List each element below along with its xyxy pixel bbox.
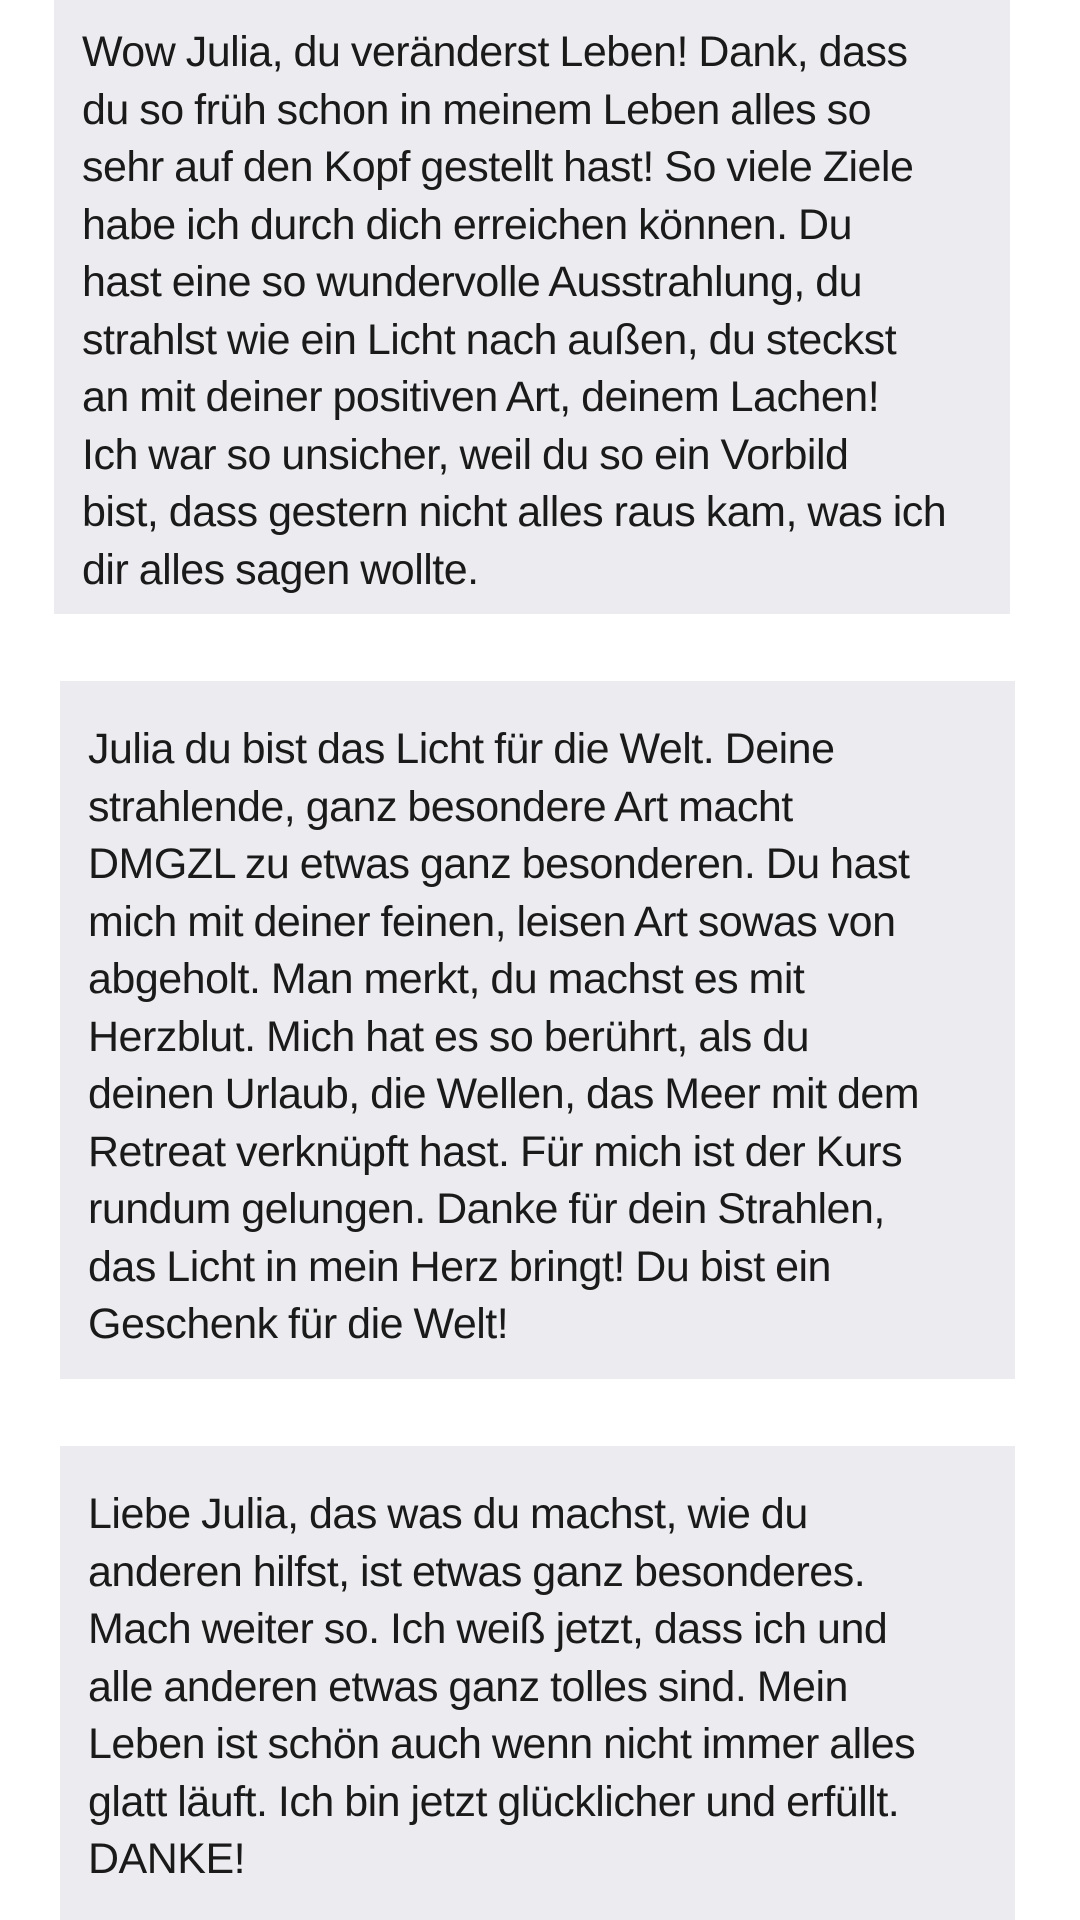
testimonial-text: Julia du bist das Licht für die Welt. Deine strahlende, ganz besondere Art macht DMGZL zu etwas ganz besonderen. Du hast mich mit deiner feinen, leisen Art sowas von abgeholt. Man merkt, du machst es mit Herzblut. Mich hat es so berührt, als du deinen Urlaub, die Wellen, das Meer mit dem Retreat verknüpft hast. Für mich ist der Kurs rundum gelungen. Danke für dein Strahlen, das Licht in mein Herz bringt! Du bist ein Geschenk für die Welt! [88,725,920,1348]
testimonial-card [60,681,1015,1379]
testimonial-card [60,1446,1015,1920]
testimonial-card [54,0,1010,614]
testimonial-text: Wow Julia, du veränderst Leben! Dank, dass du so früh schon in meinem Leben alles so sehr auf den Kopf gestellt hast! So viele Ziele habe ich durch dich erreichen können. Du hast eine so wundervolle Ausstrahlung, du strahlst wie ein Licht nach außen, du steckst an mit deiner positiven Art, deinem Lachen! Ich war so unsicher, weil du so ein Vorbild bist, dass gestern nicht alles raus kam, was ich dir alles sagen wollte. [82,28,947,594]
testimonial-text: Liebe Julia, das was du machst, wie du anderen hilfst, ist etwas ganz besonderes. Mach weiter so. Ich weiß jetzt, dass ich und alle anderen etwas ganz tolles sind. Mein Leben ist schön auch wenn nicht immer alles glatt läuft. Ich bin jetzt glücklicher und erfüllt. DANKE! [88,1490,916,1883]
